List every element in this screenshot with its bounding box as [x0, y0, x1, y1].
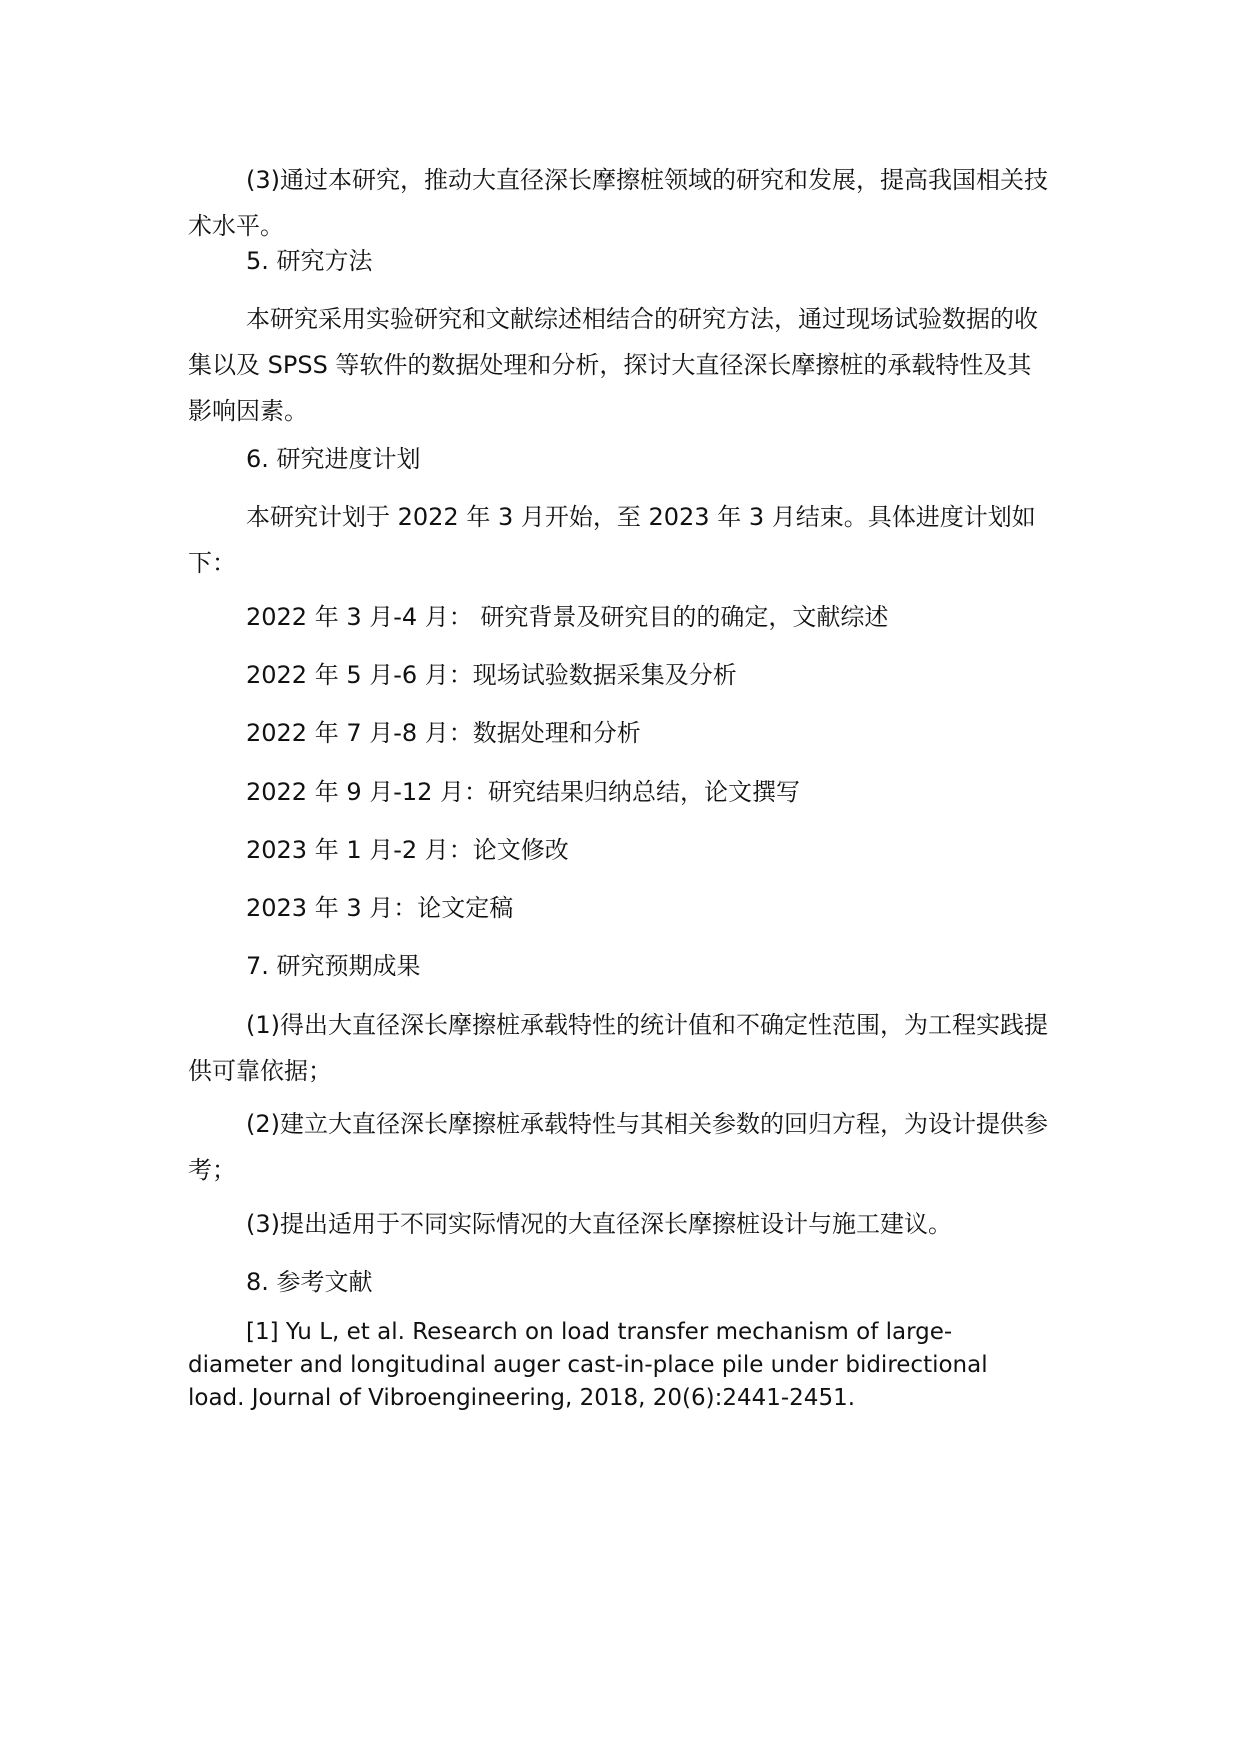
section-5-heading: 5. 研究方法	[246, 247, 373, 275]
section-7-heading: 7. 研究预期成果	[246, 952, 421, 980]
expected-result-1: (1)得出大直径深长摩擦桩承载特性的统计值和不确定性范围，为工程实践提供可靠依据；	[188, 1011, 1048, 1085]
expected-result-3: (3)提出适用于不同实际情况的大直径深长摩擦桩设计与施工建议。	[246, 1210, 952, 1238]
objective-3-paragraph: (3)通过本研究，推动大直径深长摩擦桩领域的研究和发展，提高我国相关技术水平。	[188, 166, 1048, 240]
schedule-item: 2023 年 3 月：论文定稿	[246, 894, 514, 922]
schedule-item: 2022 年 7 月-8 月：数据处理和分析	[246, 719, 641, 747]
schedule-intro-paragraph: 本研究计划于 2022 年 3 月开始，至 2023 年 3 月结束。具体进度计划如下：	[188, 503, 1036, 577]
schedule-item: 2023 年 1 月-2 月：论文修改	[246, 836, 569, 864]
section-6-heading: 6. 研究进度计划	[246, 445, 421, 473]
schedule-item: 2022 年 3 月-4 月： 研究背景及研究目的的确定，文献综述	[246, 603, 889, 631]
schedule-item: 2022 年 9 月-12 月：研究结果归纳总结，论文撰写	[246, 778, 801, 806]
expected-result-2: (2)建立大直径深长摩擦桩承载特性与其相关参数的回归方程，为设计提供参考；	[188, 1110, 1048, 1184]
schedule-item: 2022 年 5 月-6 月：现场试验数据采集及分析	[246, 661, 737, 689]
section-8-heading: 8. 参考文献	[246, 1268, 373, 1296]
research-method-paragraph: 本研究采用实验研究和文献综述相结合的研究方法，通过现场试验数据的收集以及 SPSS 等软件的数据处理和分析，探讨大直径深长摩擦桩的承载特性及其影响因素。	[188, 305, 1038, 425]
reference-entry-1: [1] Yu L, et al. Research on load transfer mechanism of large-diameter and longitudinal auger cast-in-place pile under bidirectional load. Journal of Vibroengineering, 2018, 20(6):2441-2451.	[188, 1319, 988, 1411]
